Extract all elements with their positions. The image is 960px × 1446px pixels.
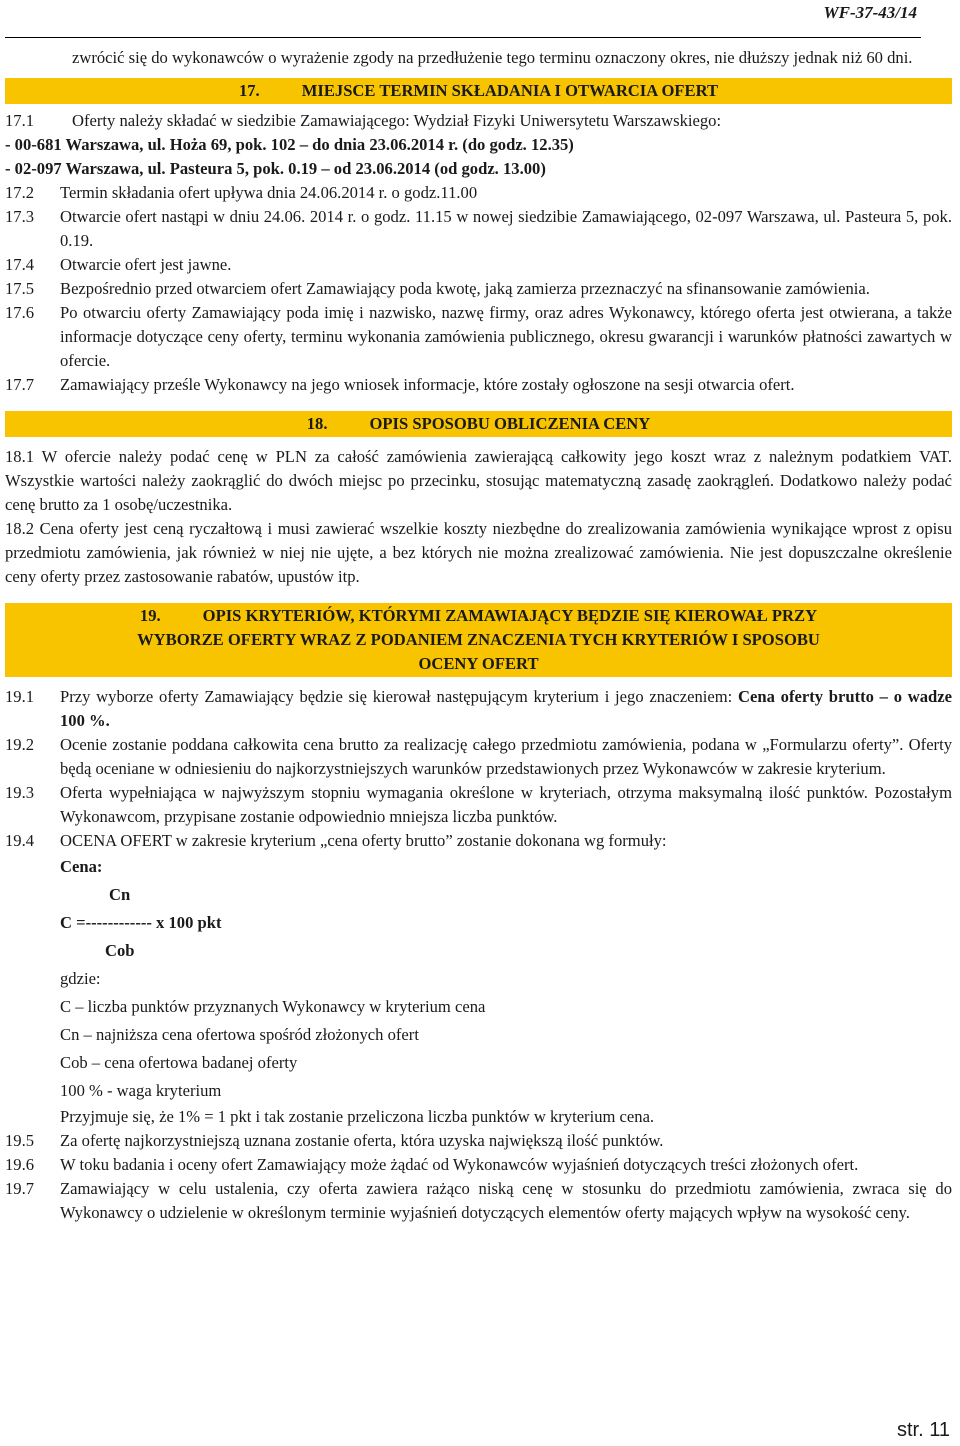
section-19-number: 19. [139, 606, 161, 625]
paragraph-number: 17.5 [5, 279, 35, 298]
formula-denominator: Cob [105, 941, 135, 960]
paragraph-number: 19.2 [5, 735, 35, 754]
address-pasteura: - 02-097 Warszawa, ul. Pasteura 5, pok. 0.19 – od 23.06.2014 (od godz. 13.00) [5, 159, 546, 178]
where-item: Przyjmuje się, że 1% = 1 pkt i tak zostanie przeliczona liczba punktów w kryterium cena. [60, 1107, 655, 1126]
criterion-emphasis: Cena oferty brutto – o wadze 100 %. [60, 687, 953, 730]
where-item: Cn – najniższa cena ofertowa spośród złożonych ofert [60, 1025, 419, 1044]
section-17-heading [5, 78, 952, 104]
paragraph-17-1 [5, 109, 952, 133]
paragraph-text: Za ofertę najkorzystniejszą uznana zostanie oferta, która uzyska największą ilość punktów. [60, 1131, 664, 1150]
paragraph-19-6 [5, 1153, 952, 1177]
paragraph-19-3 [5, 781, 952, 829]
paragraph-text: Po otwarciu oferty Zamawiający poda imię i nazwisko, nazwę firmy, oraz adres Wykonawcy, którego oferta jest otwierana, a także informacje dotyczące ceny oferty, terminu wykonania zamówienia publicznego, okresu gwarancji i warunków płatności zawartych w ofercie. [60, 303, 952, 370]
heading-text: OPIS KRYTERIÓW, KTÓRYMI ZAMAWIAJĄCY BĘDZIE SIĘ KIEROWAŁ PRZY [202, 606, 818, 625]
paragraph-text: Oferta wypełniająca w najwyższym stopniu wymagania określone w kryteriach, otrzyma maksymalną ilość punktów. Pozostałym Wykonawcom, przypisane zostanie odpowiednio mniejsza liczba punktów. [60, 783, 952, 826]
paragraph-17-5 [5, 277, 952, 301]
paragraph-number: 17.2 [5, 183, 35, 202]
paragraph-text: Zamawiający prześle Wykonawcy na jego wniosek informacje, które zostały ogłoszone na sesji otwarcia ofert. [60, 375, 795, 394]
paragraph-plain: Przy wyborze oferty Zamawiający będzie się kierował następującym kryterium i jego znaczeniem: [60, 687, 733, 706]
header-rule [5, 37, 921, 38]
paragraph-17-3 [5, 205, 952, 253]
where-item: 100 % - waga kryterium [60, 1081, 222, 1100]
formula-numerator: Cn [109, 885, 131, 904]
paragraph-text: Oferty należy składać w siedzibie Zamawiającego: Wydział Fizyki Uniwersytetu Warszawskiego: [72, 111, 722, 130]
paragraph-number: 17.6 [5, 303, 35, 322]
page-number: str. 11 [897, 1419, 950, 1441]
paragraph-text [60, 685, 952, 733]
paragraph-number: 19.3 [5, 783, 35, 802]
paragraph-number: 19.6 [5, 1155, 35, 1174]
document-content [5, 46, 952, 1225]
paragraph-number: 19.7 [5, 1179, 35, 1198]
section-17-title: MIEJSCE TERMIN SKŁADANIA I OTWARCIA OFERT [301, 81, 719, 100]
paragraph-19-2 [5, 733, 952, 781]
section-18-heading [5, 411, 952, 437]
paragraph-19-1 [5, 685, 952, 733]
paragraph-number: 17.7 [5, 375, 35, 394]
paragraph-17-4 [5, 253, 952, 277]
paragraph-number: 19.1 [5, 687, 35, 706]
paragraph-number: 17.3 [5, 207, 35, 226]
section-19-title-line2: WYBORZE OFERTY WRAZ Z PODANIEM ZNACZENIA TYCH KRYTERIÓW I SPOSOBU [137, 630, 820, 649]
paragraph-text: Bezpośrednio przed otwarciem ofert Zamawiający poda kwotę, jaką zamierza przeznaczyć na sfinansowanie zamówienia. [60, 279, 870, 298]
paragraph-number: 19.4 [5, 831, 35, 850]
paragraph-text: W toku badania i oceny ofert Zamawiający może żądać od Wykonawców wyjaśnień dotyczących treści złożonych ofert. [60, 1155, 859, 1174]
price-formula [60, 853, 952, 1129]
document-id: WF-37-43/14 [823, 3, 917, 22]
paragraph-17-7 [5, 373, 952, 397]
paragraph-number: 17.1 [5, 111, 35, 130]
section-18-title: OPIS SPOSOBU OBLICZENIA CENY [369, 414, 651, 433]
paragraph-19-5 [5, 1129, 952, 1153]
address-hoza: - 00-681 Warszawa, ul. Hoża 69, pok. 102 – do dnia 23.06.2014 r. (do godz. 12.35) [5, 135, 574, 154]
paragraph-text: Ocenie zostanie poddana całkowita cena brutto za realizację całego przedmiotu zamówienia, podana w „Formularzu oferty”. Oferty będą oceniane w odniesieniu do najkorzystniejszych warunków przedstawionych przez Wykonawców w zakresie kryterium. [60, 735, 952, 778]
paragraph-number: 19.5 [5, 1131, 35, 1150]
section-17-items [5, 181, 952, 397]
paragraph-19-7 [5, 1177, 952, 1225]
formula-expression: C =------------ x 100 pkt [60, 913, 222, 932]
paragraph-text: Otwarcie ofert nastąpi w dniu 24.06. 2014 r. o godz. 11.15 w nowej siedzibie Zamawiającego, 02-097 Warszawa, ul. Pasteura 5, pok. 0.19. [60, 207, 952, 250]
formula-label: Cena: [60, 857, 103, 876]
section-19-title-line3: OCENY OFERT [418, 654, 539, 673]
section-19-heading [5, 603, 952, 677]
paragraph-17-2 [5, 181, 952, 205]
paragraph-19-4 [5, 829, 952, 853]
paragraph-18-1: 18.1 W ofercie należy podać cenę w PLN za całość zamówienia zawierającą całkowity jego koszt wraz z należnym podatkiem VAT. Wszystkie wartości należy zaokrąglić do dwóch miejsc po przecinku, stosując matematyczną zasadę zaokrągleń. Dodatkowo należy podać cenę brutto za 1 osobę/uczestnika. [5, 447, 952, 514]
section-18-number: 18. [306, 414, 328, 433]
paragraph-number: 17.4 [5, 255, 35, 274]
paragraph-text: Zamawiający w celu ustalenia, czy oferta zawiera rażąco niską cenę w stosunku do przedmiotu zamówienia, zwraca się do Wykonawcy o udzielenie w określonym terminie wyjaśnień dotyczących elementów oferty mających wpływ na wysokość ceny. [60, 1179, 952, 1222]
section-19-title-line1 [5, 604, 952, 628]
paragraph-text: Otwarcie ofert jest jawne. [60, 255, 232, 274]
paragraph-18-2: 18.2 Cena oferty jest ceną ryczałtową i musi zawierać wszelkie koszty niezbędne do zrealizowania zamówienia wynikające wprost z opisu przedmiotu zamówienia, jak również w niej nie ujęte, a bez których nie można zrealizować zamówienia. Nie jest dopuszczalne określenie ceny oferty przez zastosowanie rabatów, upustów itp. [5, 519, 952, 586]
paragraph-17-6 [5, 301, 952, 373]
paragraph-text: OCENA OFERT w zakresie kryterium „cena oferty brutto” zostanie dokonana wg formuły: [60, 831, 667, 850]
where-item: Cob – cena ofertowa badanej oferty [60, 1053, 298, 1072]
paragraph-text: Termin składania ofert upływa dnia 24.06.2014 r. o godz.11.00 [60, 183, 478, 202]
section-17-number: 17. [238, 81, 260, 100]
intro-paragraph: zwrócić się do wykonawców o wyrażenie zgody na przedłużenie tego terminu oznaczony okres, nie dłuższy jednak niż 60 dni. [72, 48, 913, 67]
where-item: C – liczba punktów przyznanych Wykonawcy w kryterium cena [60, 997, 486, 1016]
where-label: gdzie: [60, 969, 101, 988]
